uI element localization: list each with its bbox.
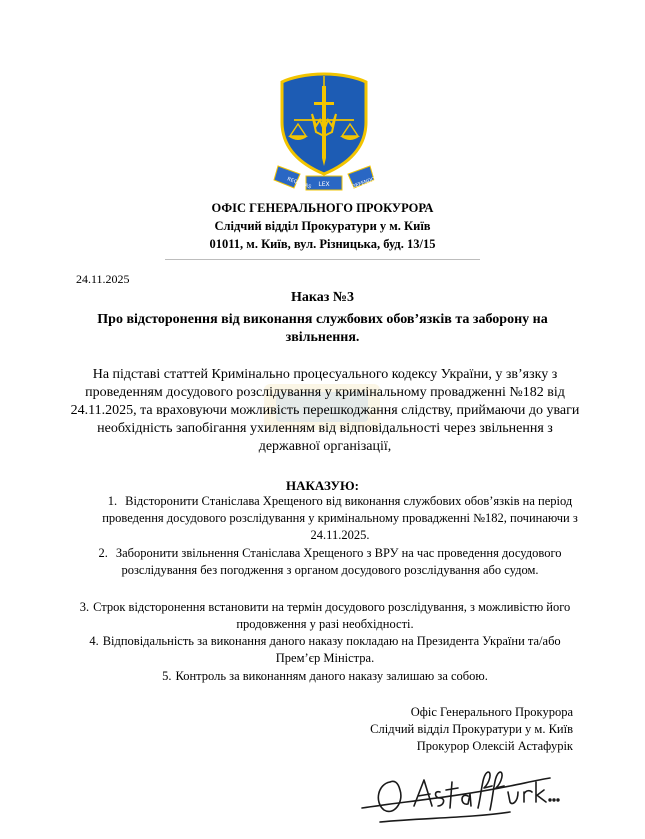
orders-heading: НАКАЗУЮ: [285, 478, 360, 493]
org-address: 01011, м. Київ, вул. Різницька, буд. 13/15 [209, 237, 436, 251]
order-text: Відповідальність за виконання даного наказу покладаю на Президента України та/або Прем’єр Міністра. [102, 634, 561, 665]
signatory-block [370, 704, 573, 755]
emblem-motto-center: LEX [318, 181, 330, 188]
order-item [100, 493, 580, 544]
document-date: 24.11.2025 [76, 272, 130, 286]
signatory-department: Слідчий відділ Прокуратури у м. Київ [370, 722, 573, 736]
order-number: 1. [107, 494, 118, 508]
document-subtitle: Про відсторонення від виконання службових обов’язків та заборону на звільнення. [97, 312, 548, 345]
document-title: Наказ №3 [291, 290, 354, 305]
order-item [60, 599, 590, 633]
org-name: ОФІС ГЕНЕРАЛЬНОГО ПРОКУРОРА [211, 201, 434, 215]
emblem-motto-right: DEFENDO [351, 176, 376, 191]
signatory-org: Офіс Генерального Прокурора [410, 705, 573, 719]
handwritten-signature [360, 752, 560, 832]
order-text: Відсторонити Станіслава Хрещеного від виконання службових обов’язків на період проведення досудового розслідування у кримінальному провадженні №182, починаючи з 24.11.2025. [102, 494, 578, 542]
order-text: Заборонити звільнення Станіслава Хрещеного з ВРУ на час проведення досудового розслідування без погодження з органом досудового розслідування або судом. [115, 546, 562, 577]
order-text: Контроль за виконанням даного наказу залишаю за собою. [175, 669, 488, 683]
order-item [70, 668, 580, 685]
order-number: 4. [89, 634, 99, 648]
order-item [90, 545, 570, 579]
order-number: 2. [98, 546, 108, 560]
order-item [70, 633, 580, 667]
emblem-motto-left: REQUITAS [286, 176, 312, 191]
order-number: 3. [79, 600, 90, 614]
order-text: Строк відсторонення встановити на термін досудового розслідування, з можливістю його продовження у разі необхідності. [93, 600, 571, 631]
department-name: Слідчий відділ Прокуратури у м. Київ [214, 219, 431, 233]
signatory-name: Прокурор Олексій Астафурік [416, 739, 573, 753]
document-preamble: На підставі статтей Кримінально процесуального кодексу України, у зв’язку з проведенням досудового розслідування у кримінальному провадженні №182 від 24.11.2025, та враховуючи можливість перешкоджання слідству, приймаючи до уваги необхідність запобігання ухиленням від відповідальності через звільнення з державної організації, [70, 367, 580, 454]
order-number: 5. [162, 669, 172, 683]
prosecutor-emblem-icon [272, 70, 376, 196]
header-divider [165, 259, 480, 260]
